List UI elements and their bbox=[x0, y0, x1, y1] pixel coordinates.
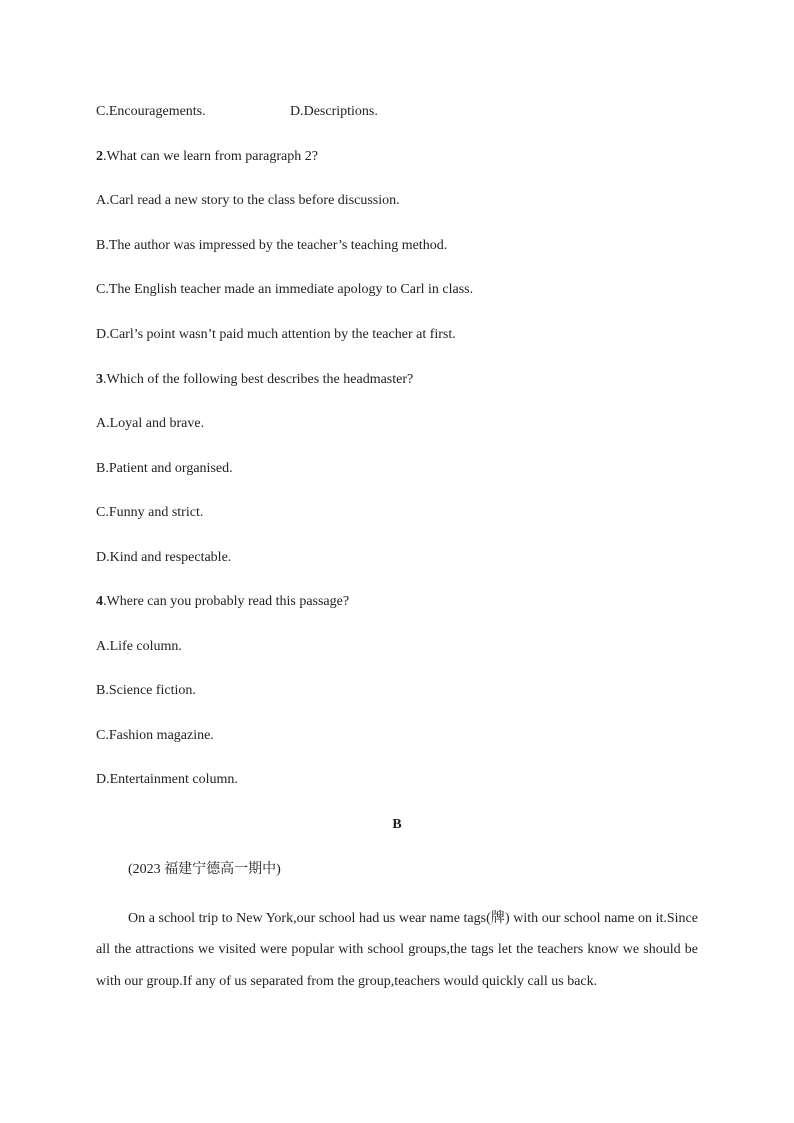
q2-option-b: B.The author was impressed by the teacher’s teaching method. bbox=[96, 238, 448, 253]
q1-option-d: D.Descriptions. bbox=[290, 104, 378, 119]
q3-option-b: B.Patient and organised. bbox=[96, 461, 233, 476]
q4-option-d: D.Entertainment column. bbox=[96, 772, 238, 787]
q2-option-c: C.The English teacher made an immediate apology to Carl in class. bbox=[96, 282, 474, 297]
passage-source: (2023 福建宁德高一期中) bbox=[128, 862, 281, 877]
question-number: 3 bbox=[96, 372, 103, 387]
reading-passage bbox=[96, 903, 698, 997]
question-text: .Which of the following best describes the headmaster? bbox=[103, 372, 414, 387]
q4-option-b: B.Science fiction. bbox=[96, 683, 196, 698]
q2-option-d: D.Carl’s point wasn’t paid much attention by the teacher at first. bbox=[96, 327, 456, 342]
q3-option-d: D.Kind and respectable. bbox=[96, 550, 232, 565]
q4-option-a: A.Life column. bbox=[96, 639, 182, 654]
q1-options-row bbox=[96, 103, 378, 121]
q1-option-c: C.Encouragements. bbox=[96, 104, 206, 119]
question-2-stem bbox=[96, 148, 318, 166]
q3-option-a: A.Loyal and brave. bbox=[96, 416, 205, 431]
q4-option-c: C.Fashion magazine. bbox=[96, 728, 214, 743]
q3-option-c: C.Funny and strict. bbox=[96, 505, 204, 520]
question-4-stem bbox=[96, 593, 349, 611]
question-text: .Where can you probably read this passage? bbox=[103, 594, 350, 609]
question-number: 2 bbox=[96, 149, 103, 164]
question-3-stem bbox=[96, 371, 413, 389]
q2-option-a: A.Carl read a new story to the class before discussion. bbox=[96, 193, 400, 208]
section-title: B bbox=[392, 817, 402, 832]
passage-paragraph: On a school trip to New York,our school had us wear name tags(牌) with our school name on it.Since all the attractions we visited were popular with school groups,the tags let the teachers know we should be with our group.If any of us separated from the group,teachers would quickly call us back. bbox=[96, 911, 698, 989]
question-text: .What can we learn from paragraph 2? bbox=[103, 149, 318, 164]
question-number: 4 bbox=[96, 594, 103, 609]
